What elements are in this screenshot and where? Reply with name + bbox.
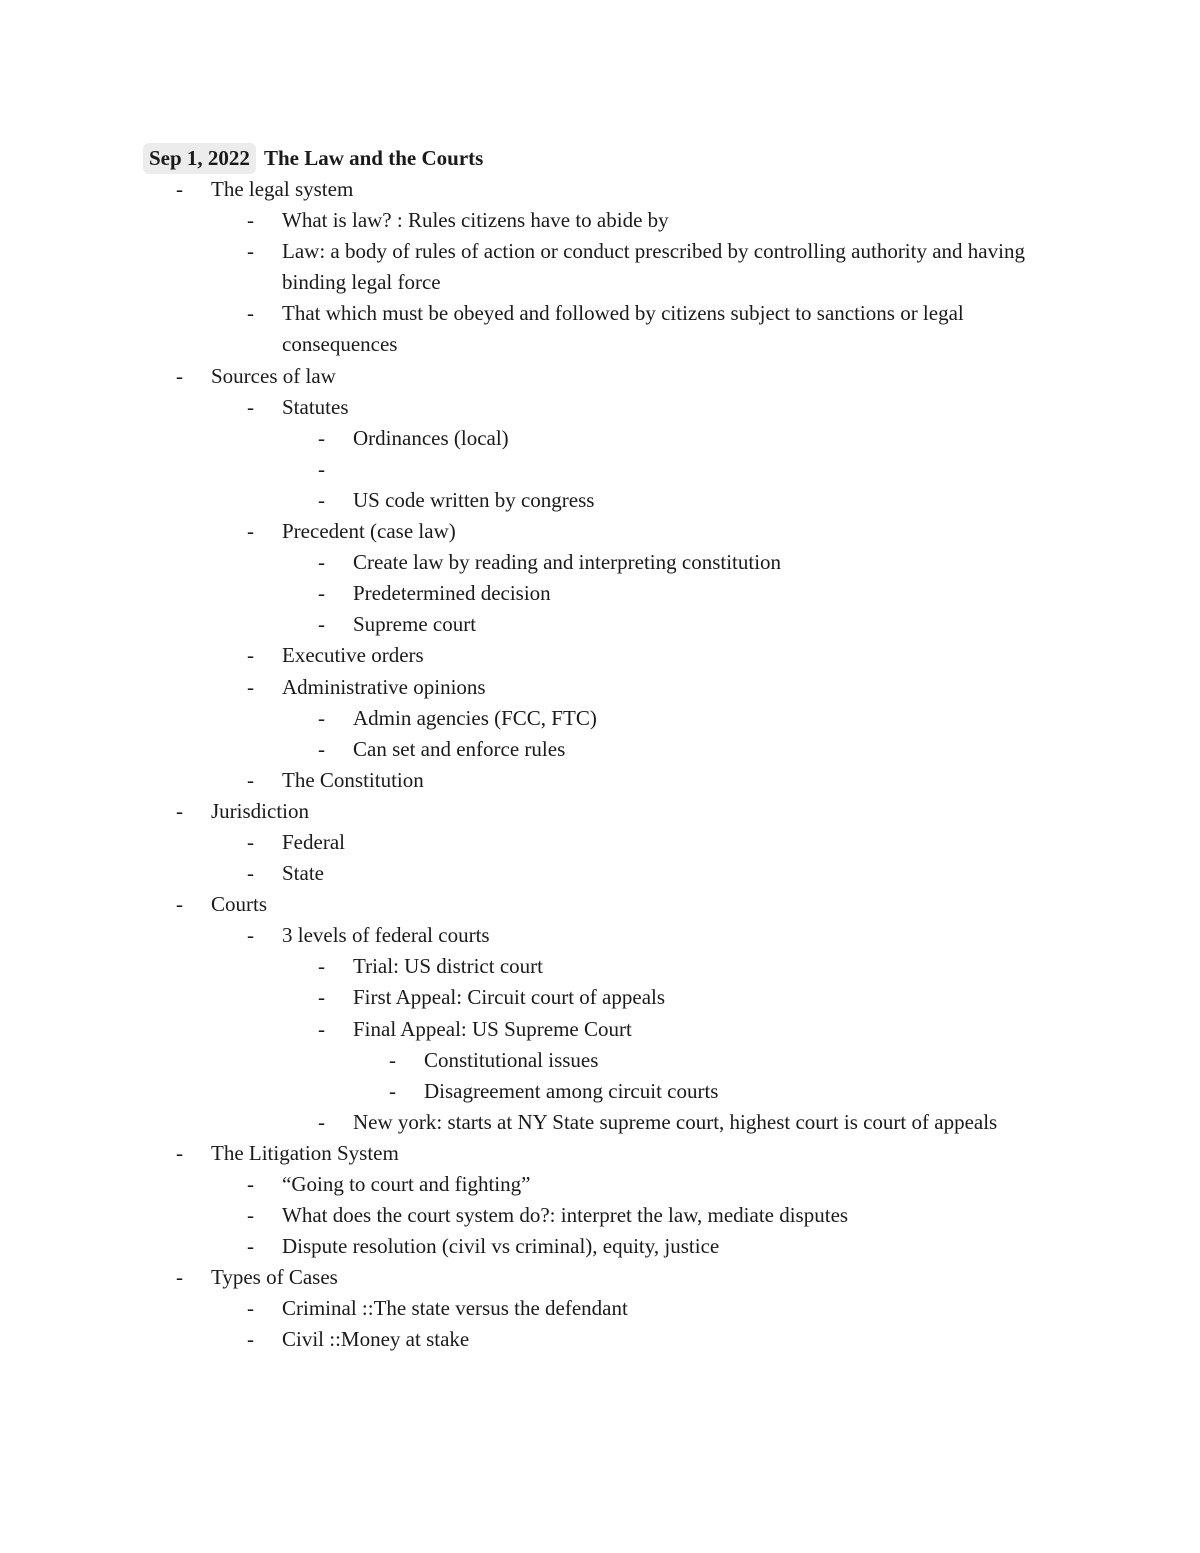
list-item-text: Disagreement among circuit courts [424,1078,719,1103]
dash-bullet: - [176,1140,183,1165]
list-item [0,982,1200,1013]
list-item-text: The Litigation System [211,1140,399,1165]
dash-bullet: - [247,208,254,233]
dash-bullet: - [318,985,325,1010]
list-item [0,827,1200,858]
dash-bullet: - [318,1016,325,1041]
dash-bullet: - [176,798,183,823]
notes-outline [0,174,1200,1356]
list-item [0,672,1200,703]
dash-bullet: - [389,1078,396,1103]
list-item [0,1231,1200,1262]
dash-bullet: - [176,1265,183,1290]
list-item-text: Trial: US district court [353,954,543,979]
list-item [0,796,1200,827]
dash-bullet: - [389,1047,396,1072]
list-item-text: Sources of law [211,363,336,388]
list-item [0,485,1200,516]
list-item [0,1200,1200,1231]
list-item-text: What is law? : Rules citizens have to abide by [282,208,669,233]
dash-bullet: - [247,1296,254,1321]
list-item-text: Ordinances (local) [353,425,509,450]
dash-bullet: - [176,363,183,388]
list-item-text: The legal system [211,177,354,201]
dash-bullet: - [247,301,254,326]
list-item [0,1076,1200,1107]
list-item [0,734,1200,765]
list-item [0,858,1200,889]
list-item-text: Final Appeal: US Supreme Court [353,1016,632,1041]
list-item-text: That which must be obeyed and followed by citizens subject to sanctions or legal consequences [282,301,964,357]
list-item-text: New york: starts at NY State supreme court, highest court is court of appeals [353,1109,998,1134]
list-item-text: Admin agencies (FCC, FTC) [353,705,597,730]
list-item-text: Types of Cases [211,1265,338,1290]
date-chip[interactable]: Sep 1, 2022 [143,143,256,174]
list-item [0,423,1200,454]
list-item [0,1014,1200,1045]
list-item-text: Dispute resolution (civil vs criminal), equity, justice [282,1234,720,1259]
list-item [0,1324,1200,1355]
dash-bullet: - [247,1327,254,1352]
list-item [0,361,1200,392]
list-item [0,1293,1200,1324]
dash-bullet: - [247,519,254,544]
list-item-text: Create law by reading and interpreting constitution [353,550,782,575]
dash-bullet: - [318,954,325,979]
dash-bullet: - [318,456,325,481]
list-item-text: 3 levels of federal courts [282,923,490,948]
dash-bullet: - [318,550,325,575]
list-item-text: Executive orders [282,643,424,668]
list-item [0,1169,1200,1200]
list-item-text: Supreme court [353,612,477,637]
dash-bullet: - [318,487,325,512]
list-item [0,578,1200,609]
list-item-text: Constitutional issues [424,1047,599,1072]
list-item [0,1262,1200,1293]
dash-bullet: - [247,394,254,419]
dash-bullet: - [318,581,325,606]
dash-bullet: - [247,767,254,792]
list-item-text: Can set and enforce rules [353,736,566,761]
list-item-text: What does the court system do?: interpret the law, mediate disputes [282,1203,849,1228]
list-item-text: Statutes [282,394,349,419]
page-title: The Law and the Courts [263,145,484,170]
dash-bullet: - [318,705,325,730]
list-item-text: US code written by congress [353,487,595,512]
list-item [0,1045,1200,1076]
list-item [0,516,1200,547]
list-item-text: Jurisdiction [211,798,309,823]
list-item-text: First Appeal: Circuit court of appeals [353,985,666,1010]
dash-bullet: - [247,239,254,264]
dash-bullet: - [318,612,325,637]
list-item [0,298,1200,360]
list-item [0,703,1200,734]
list-item [0,640,1200,671]
dash-bullet: - [247,923,254,948]
dash-bullet: - [318,425,325,450]
dash-bullet: - [318,1109,325,1134]
list-item-text: Federal [282,829,345,854]
list-item-text: State [282,861,324,886]
list-item-text: Predetermined decision [353,581,551,606]
dash-bullet: - [176,892,183,917]
list-item-text: Precedent (case law) [282,519,456,544]
list-item [0,1138,1200,1169]
list-item [0,205,1200,236]
list-item [0,765,1200,796]
list-item-empty [0,454,1200,485]
dash-bullet: - [247,674,254,699]
list-item [0,951,1200,982]
note-heading [143,141,483,175]
list-item [0,547,1200,578]
list-item [0,392,1200,423]
list-item-text: “Going to court and fighting” [282,1172,531,1196]
list-item-text [353,454,1200,485]
dash-bullet: - [247,861,254,886]
list-item-text: Civil ::Money at stake [282,1327,470,1352]
list-item-text: The Constitution [282,767,424,792]
list-item [0,236,1200,298]
dash-bullet: - [247,1203,254,1228]
dash-bullet: - [247,643,254,668]
dash-bullet: - [318,736,325,761]
dash-bullet: - [176,177,183,201]
dash-bullet: - [247,1172,254,1196]
list-item [0,174,1200,205]
dash-bullet: - [247,1234,254,1259]
list-item-text: Courts [211,892,268,917]
list-item [0,1107,1200,1138]
list-item [0,889,1200,920]
list-item-text: Administrative opinions [282,674,486,699]
list-item-text: Criminal ::The state versus the defendant [282,1296,628,1321]
list-item-text: Law: a body of rules of action or conduct prescribed by controlling authority and having binding legal force [282,239,1025,295]
list-item [0,920,1200,951]
list-item [0,609,1200,640]
dash-bullet: - [247,829,254,854]
